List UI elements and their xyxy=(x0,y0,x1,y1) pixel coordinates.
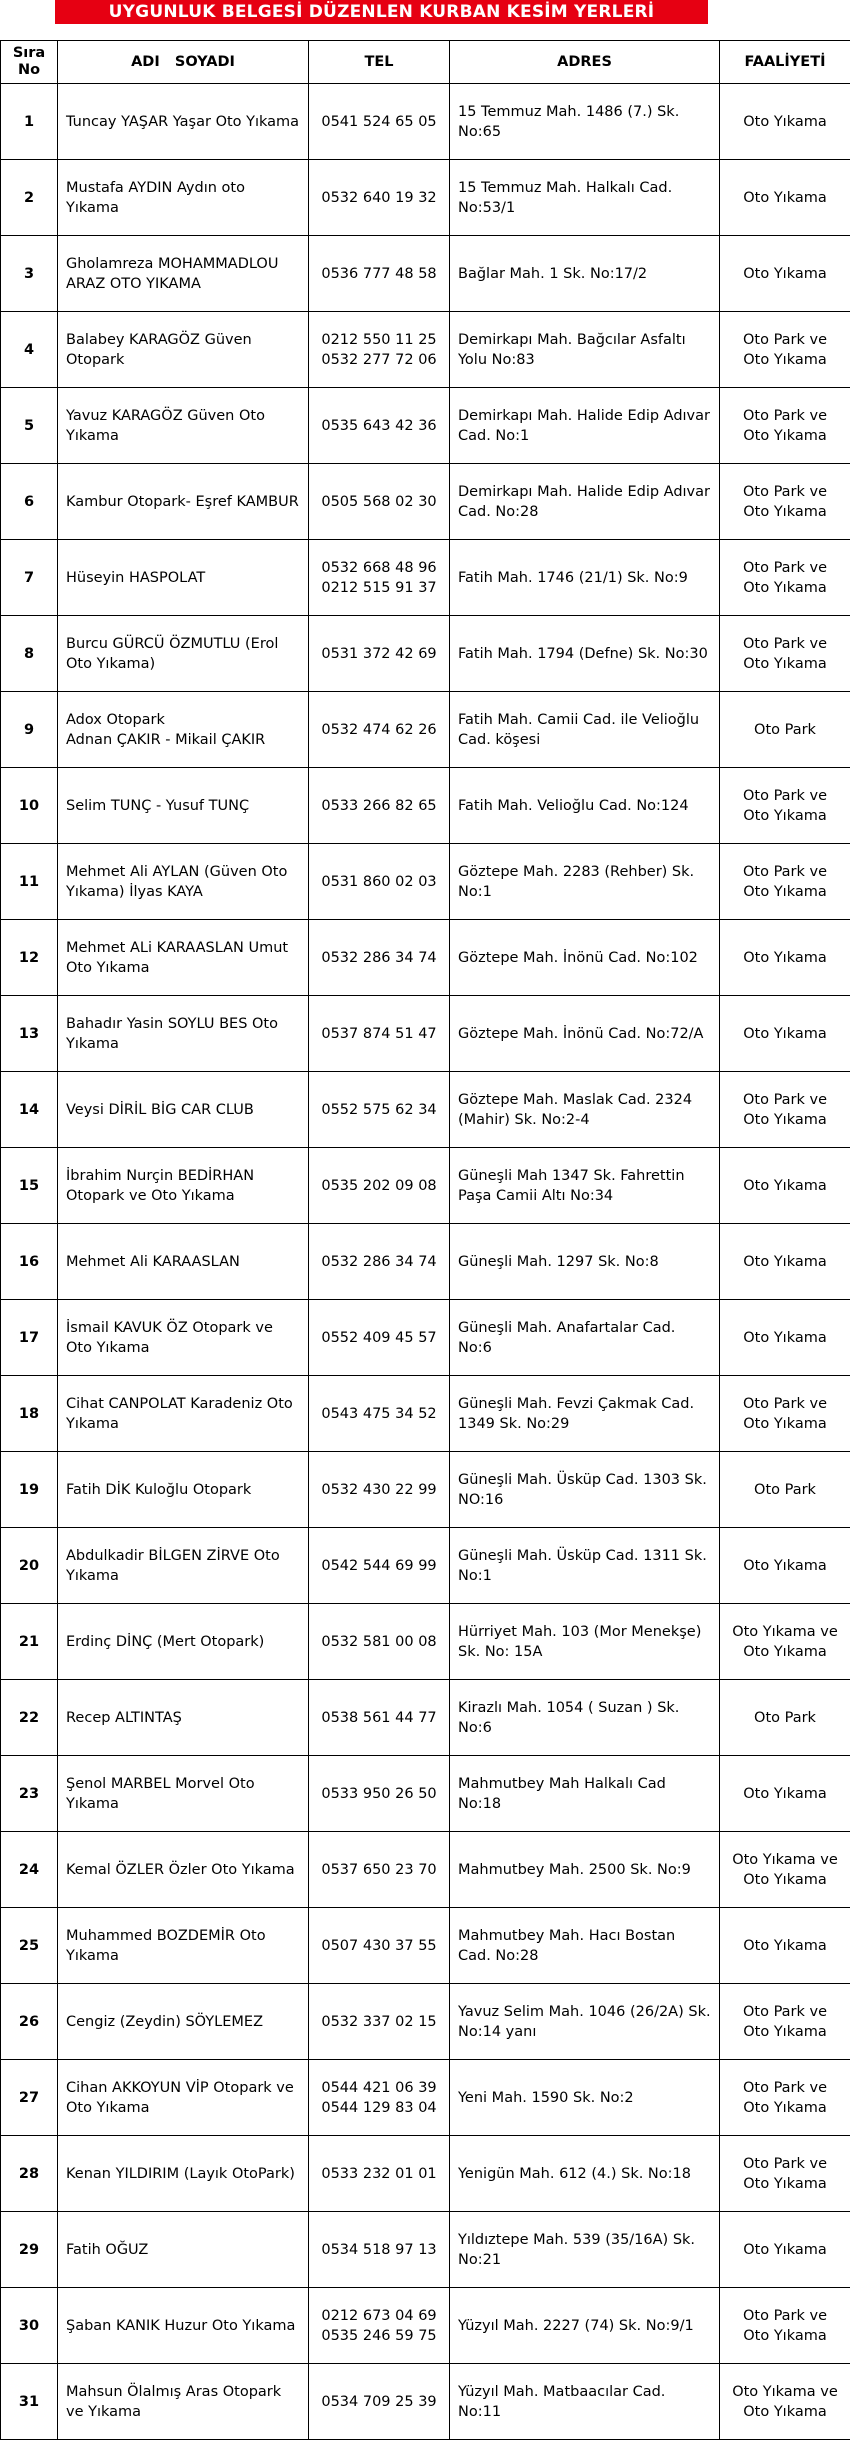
row-name: Şaban KANIK Huzur Oto Yıkama xyxy=(58,2288,309,2364)
row-address: Göztepe Mah. İnönü Cad. No:102 xyxy=(450,920,720,996)
slaughter-locations-table xyxy=(0,40,850,2440)
row-address: Fatih Mah. 1746 (21/1) Sk. No:9 xyxy=(450,540,720,616)
row-number: 18 xyxy=(1,1376,58,1452)
table-row xyxy=(1,1756,850,1832)
row-number: 7 xyxy=(1,540,58,616)
row-activity: Oto Park ve Oto Yıkama xyxy=(720,464,850,540)
table-row xyxy=(1,1832,850,1908)
row-phone xyxy=(309,1604,450,1680)
row-address: 15 Temmuz Mah. 1486 (7.) Sk. No:65 xyxy=(450,84,720,160)
row-phone xyxy=(309,616,450,692)
row-name: Balabey KARAGÖZ Güven Otopark xyxy=(58,312,309,388)
row-phone-primary: 0542 544 69 99 xyxy=(321,1557,437,1574)
row-address: Göztepe Mah. Maslak Cad. 2324 (Mahir) Sk. No:2-4 xyxy=(450,1072,720,1148)
column-header-no-line1: Sıra xyxy=(12,45,46,61)
row-phone-primary: 0532 581 00 08 xyxy=(321,1633,437,1650)
row-name: Fatih DİK Kuloğlu Otopark xyxy=(58,1452,309,1528)
table-row xyxy=(1,2364,850,2440)
row-phone-primary: 0531 372 42 69 xyxy=(321,645,437,662)
row-phone-primary: 0535 202 09 08 xyxy=(321,1177,437,1194)
row-name: Mehmet Ali KARAASLAN xyxy=(58,1224,309,1300)
row-address: Güneşli Mah. Üsküp Cad. 1311 Sk. No:1 xyxy=(450,1528,720,1604)
row-phone-secondary: 0535 246 59 75 xyxy=(321,2327,437,2344)
row-activity: Oto Yıkama ve Oto Yıkama xyxy=(720,1832,850,1908)
row-activity: Oto Yıkama ve Oto Yıkama xyxy=(720,2364,850,2440)
row-address: Yüzyıl Mah. Matbaacılar Cad. No:11 xyxy=(450,2364,720,2440)
row-number: 29 xyxy=(1,2212,58,2288)
row-phone xyxy=(309,84,450,160)
column-header-no xyxy=(1,41,58,84)
row-name: Veysi DİRİL BİG CAR CLUB xyxy=(58,1072,309,1148)
table-row xyxy=(1,1300,850,1376)
row-phone xyxy=(309,540,450,616)
row-activity: Oto Park xyxy=(720,1680,850,1756)
row-number: 22 xyxy=(1,1680,58,1756)
table-row xyxy=(1,1072,850,1148)
table-row xyxy=(1,920,850,996)
row-name: Cihat CANPOLAT Karadeniz Oto Yıkama xyxy=(58,1376,309,1452)
table-row xyxy=(1,84,850,160)
row-number: 1 xyxy=(1,84,58,160)
row-address: Fatih Mah. Camii Cad. ile Velioğlu Cad. köşesi xyxy=(450,692,720,768)
row-address: Güneşli Mah. Fevzi Çakmak Cad. 1349 Sk. No:29 xyxy=(450,1376,720,1452)
row-address: 15 Temmuz Mah. Halkalı Cad. No:53/1 xyxy=(450,160,720,236)
row-name: Yavuz KARAGÖZ Güven Oto Yıkama xyxy=(58,388,309,464)
row-address: Güneşli Mah. Üsküp Cad. 1303 Sk. NO:16 xyxy=(450,1452,720,1528)
table-row xyxy=(1,540,850,616)
row-number: 5 xyxy=(1,388,58,464)
row-phone-primary: 0532 668 48 96 xyxy=(321,559,437,576)
row-activity: Oto Park ve Oto Yıkama xyxy=(720,1984,850,2060)
row-activity: Oto Park xyxy=(720,692,850,768)
row-phone xyxy=(309,844,450,920)
column-header-name: ADI SOYADI xyxy=(58,41,309,84)
row-phone-primary: 0531 860 02 03 xyxy=(321,873,437,890)
row-name: Fatih OĞUZ xyxy=(58,2212,309,2288)
table-row xyxy=(1,1680,850,1756)
row-activity: Oto Yıkama xyxy=(720,1148,850,1224)
row-phone-primary: 0532 474 62 26 xyxy=(321,721,437,738)
row-address: Fatih Mah. 1794 (Defne) Sk. No:30 xyxy=(450,616,720,692)
table-row xyxy=(1,996,850,1072)
row-phone-primary: 0543 475 34 52 xyxy=(321,1405,437,1422)
row-address: Yavuz Selim Mah. 1046 (26/2A) Sk. No:14 yanı xyxy=(450,1984,720,2060)
row-activity: Oto Yıkama xyxy=(720,1300,850,1376)
row-activity: Oto Yıkama xyxy=(720,236,850,312)
row-number: 14 xyxy=(1,1072,58,1148)
row-activity: Oto Yıkama xyxy=(720,1908,850,1984)
row-phone-primary: 0505 568 02 30 xyxy=(321,493,437,510)
row-activity: Oto Yıkama xyxy=(720,2212,850,2288)
row-number: 30 xyxy=(1,2288,58,2364)
row-phone-primary: 0544 421 06 39 xyxy=(321,2079,437,2096)
row-activity: Oto Yıkama xyxy=(720,1224,850,1300)
row-activity: Oto Yıkama ve Oto Yıkama xyxy=(720,1604,850,1680)
row-address: Mahmutbey Mah. 2500 Sk. No:9 xyxy=(450,1832,720,1908)
row-phone-primary: 0534 518 97 13 xyxy=(321,2241,437,2258)
row-number: 11 xyxy=(1,844,58,920)
row-phone-primary: 0536 777 48 58 xyxy=(321,265,437,282)
row-phone xyxy=(309,464,450,540)
row-activity: Oto Park ve Oto Yıkama xyxy=(720,844,850,920)
table-row xyxy=(1,388,850,464)
row-name: Mustafa AYDIN Aydın oto Yıkama xyxy=(58,160,309,236)
table-row xyxy=(1,1452,850,1528)
row-activity: Oto Park ve Oto Yıkama xyxy=(720,388,850,464)
row-phone xyxy=(309,1300,450,1376)
row-number: 31 xyxy=(1,2364,58,2440)
row-phone-primary: 0532 337 02 15 xyxy=(321,2013,437,2030)
row-name: Selim TUNÇ - Yusuf TUNÇ xyxy=(58,768,309,844)
row-address: Fatih Mah. Velioğlu Cad. No:124 xyxy=(450,768,720,844)
row-number: 19 xyxy=(1,1452,58,1528)
row-name: Gholamreza MOHAMMADLOU ARAZ OTO YIKAMA xyxy=(58,236,309,312)
table-row xyxy=(1,1984,850,2060)
row-address: Yıldıztepe Mah. 539 (35/16A) Sk. No:21 xyxy=(450,2212,720,2288)
row-address: Bağlar Mah. 1 Sk. No:17/2 xyxy=(450,236,720,312)
row-number: 24 xyxy=(1,1832,58,1908)
row-phone-primary: 0533 266 82 65 xyxy=(321,797,437,814)
row-activity: Oto Park ve Oto Yıkama xyxy=(720,768,850,844)
row-name: Erdinç DİNÇ (Mert Otopark) xyxy=(58,1604,309,1680)
row-phone xyxy=(309,236,450,312)
table-row xyxy=(1,464,850,540)
table-row xyxy=(1,692,850,768)
column-header-tel: TEL xyxy=(309,41,450,84)
column-header-address: ADRES xyxy=(450,41,720,84)
row-activity: Oto Yıkama xyxy=(720,1756,850,1832)
row-name: Şenol MARBEL Morvel Oto Yıkama xyxy=(58,1756,309,1832)
row-address: Yenigün Mah. 612 (4.) Sk. No:18 xyxy=(450,2136,720,2212)
row-activity: Oto Yıkama xyxy=(720,996,850,1072)
page-title: UYGUNLUK BELGESİ DÜZENLEN KURBAN KESİM YERLERİ xyxy=(55,0,708,24)
row-address: Demirkapı Mah. Halide Edip Adıvar Cad. No:1 xyxy=(450,388,720,464)
row-activity: Oto Park ve Oto Yıkama xyxy=(720,312,850,388)
row-activity: Oto Yıkama xyxy=(720,1528,850,1604)
row-number: 21 xyxy=(1,1604,58,1680)
row-name: Kenan YILDIRIM (Layık OtoPark) xyxy=(58,2136,309,2212)
row-phone-primary: 0212 550 11 25 xyxy=(321,331,437,348)
table-header-row xyxy=(1,41,850,84)
table-row xyxy=(1,616,850,692)
row-number: 4 xyxy=(1,312,58,388)
row-number: 6 xyxy=(1,464,58,540)
row-activity: Oto Park ve Oto Yıkama xyxy=(720,1072,850,1148)
row-phone-primary: 0532 286 34 74 xyxy=(321,949,437,966)
row-address: Demirkapı Mah. Bağcılar Asfaltı Yolu No:83 xyxy=(450,312,720,388)
row-phone xyxy=(309,996,450,1072)
table-row xyxy=(1,1224,850,1300)
row-address: Yeni Mah. 1590 Sk. No:2 xyxy=(450,2060,720,2136)
row-name: Hüseyin HASPOLAT xyxy=(58,540,309,616)
row-address: Yüzyıl Mah. 2227 (74) Sk. No:9/1 xyxy=(450,2288,720,2364)
row-name: Tuncay YAŞAR Yaşar Oto Yıkama xyxy=(58,84,309,160)
row-phone xyxy=(309,1528,450,1604)
row-name: Muhammed BOZDEMİR Oto Yıkama xyxy=(58,1908,309,1984)
row-activity: Oto Park ve Oto Yıkama xyxy=(720,2060,850,2136)
row-phone xyxy=(309,160,450,236)
row-number: 16 xyxy=(1,1224,58,1300)
table-row xyxy=(1,2212,850,2288)
row-phone-primary: 0541 524 65 05 xyxy=(321,113,437,130)
row-phone xyxy=(309,768,450,844)
row-name: Mahsun Ölalmış Aras Otopark ve Yıkama xyxy=(58,2364,309,2440)
row-phone xyxy=(309,2288,450,2364)
row-phone xyxy=(309,1452,450,1528)
row-activity: Oto Park xyxy=(720,1452,850,1528)
row-phone xyxy=(309,2136,450,2212)
row-number: 28 xyxy=(1,2136,58,2212)
row-number: 12 xyxy=(1,920,58,996)
row-phone-primary: 0212 673 04 69 xyxy=(321,2307,437,2324)
table-row xyxy=(1,1908,850,1984)
row-name: Adox Otopark Adnan ÇAKIR - Mikail ÇAKIR xyxy=(58,692,309,768)
row-phone-primary: 0538 561 44 77 xyxy=(321,1709,437,1726)
table-row xyxy=(1,1528,850,1604)
row-name: Mehmet Ali AYLAN (Güven Oto Yıkama) İlyas KAYA xyxy=(58,844,309,920)
row-name: Cengiz (Zeydin) SÖYLEMEZ xyxy=(58,1984,309,2060)
row-activity: Oto Park ve Oto Yıkama xyxy=(720,616,850,692)
column-header-no-line2: No xyxy=(17,62,41,78)
table-row xyxy=(1,1604,850,1680)
row-number: 20 xyxy=(1,1528,58,1604)
row-name: Abdulkadir BİLGEN ZİRVE Oto Yıkama xyxy=(58,1528,309,1604)
row-activity: Oto Park ve Oto Yıkama xyxy=(720,2136,850,2212)
row-number: 10 xyxy=(1,768,58,844)
row-activity: Oto Yıkama xyxy=(720,84,850,160)
row-name: Bahadır Yasin SOYLU BES Oto Yıkama xyxy=(58,996,309,1072)
row-phone xyxy=(309,1832,450,1908)
table-row xyxy=(1,1376,850,1452)
row-phone-secondary: 0532 277 72 06 xyxy=(321,351,437,368)
row-name: İbrahim Nurçin BEDİRHAN Otopark ve Oto Yıkama xyxy=(58,1148,309,1224)
row-name: İsmail KAVUK ÖZ Otopark ve Oto Yıkama xyxy=(58,1300,309,1376)
row-name: Recep ALTINTAŞ xyxy=(58,1680,309,1756)
row-phone xyxy=(309,2212,450,2288)
row-phone-primary: 0534 709 25 39 xyxy=(321,2393,437,2410)
row-activity: Oto Park ve Oto Yıkama xyxy=(720,540,850,616)
row-activity: Oto Park ve Oto Yıkama xyxy=(720,2288,850,2364)
row-address: Hürriyet Mah. 103 (Mor Menekşe) Sk. No: 15A xyxy=(450,1604,720,1680)
table-row xyxy=(1,2136,850,2212)
row-number: 3 xyxy=(1,236,58,312)
row-address: Mahmutbey Mah. Hacı Bostan Cad. No:28 xyxy=(450,1908,720,1984)
row-activity: Oto Yıkama xyxy=(720,920,850,996)
row-number: 9 xyxy=(1,692,58,768)
table-row xyxy=(1,2060,850,2136)
row-address: Kirazlı Mah. 1054 ( Suzan ) Sk. No:6 xyxy=(450,1680,720,1756)
row-phone-primary: 0533 232 01 01 xyxy=(321,2165,437,2182)
row-name: Cihan AKKOYUN VİP Otopark ve Oto Yıkama xyxy=(58,2060,309,2136)
row-number: 27 xyxy=(1,2060,58,2136)
table-row xyxy=(1,312,850,388)
row-address: Güneşli Mah. 1297 Sk. No:8 xyxy=(450,1224,720,1300)
row-phone xyxy=(309,2060,450,2136)
row-address: Göztepe Mah. 2283 (Rehber) Sk. No:1 xyxy=(450,844,720,920)
row-address: Güneşli Mah 1347 Sk. Fahrettin Paşa Camii Altı No:34 xyxy=(450,1148,720,1224)
row-phone xyxy=(309,1756,450,1832)
row-phone xyxy=(309,920,450,996)
row-phone-primary: 0535 643 42 36 xyxy=(321,417,437,434)
row-number: 2 xyxy=(1,160,58,236)
row-number: 15 xyxy=(1,1148,58,1224)
row-phone-primary: 0532 640 19 32 xyxy=(321,189,437,206)
row-number: 13 xyxy=(1,996,58,1072)
row-phone xyxy=(309,692,450,768)
row-phone-primary: 0552 409 45 57 xyxy=(321,1329,437,1346)
row-phone-primary: 0532 430 22 99 xyxy=(321,1481,437,1498)
table-row xyxy=(1,160,850,236)
row-phone-secondary: 0544 129 83 04 xyxy=(321,2099,437,2116)
row-number: 25 xyxy=(1,1908,58,1984)
row-phone xyxy=(309,1680,450,1756)
row-phone xyxy=(309,2364,450,2440)
row-phone xyxy=(309,1072,450,1148)
column-header-activity: FAALİYETİ xyxy=(720,41,850,84)
row-address: Güneşli Mah. Anafartalar Cad. No:6 xyxy=(450,1300,720,1376)
row-phone-primary: 0507 430 37 55 xyxy=(321,1937,437,1954)
table-row xyxy=(1,768,850,844)
row-number: 8 xyxy=(1,616,58,692)
row-number: 17 xyxy=(1,1300,58,1376)
row-name: Kemal ÖZLER Özler Oto Yıkama xyxy=(58,1832,309,1908)
row-phone xyxy=(309,312,450,388)
table-row xyxy=(1,844,850,920)
row-address: Mahmutbey Mah Halkalı Cad No:18 xyxy=(450,1756,720,1832)
table-row xyxy=(1,2288,850,2364)
table-row xyxy=(1,1148,850,1224)
row-phone xyxy=(309,1984,450,2060)
row-phone-primary: 0537 650 23 70 xyxy=(321,1861,437,1878)
row-activity: Oto Yıkama xyxy=(720,160,850,236)
row-address: Demirkapı Mah. Halide Edip Adıvar Cad. No:28 xyxy=(450,464,720,540)
row-number: 23 xyxy=(1,1756,58,1832)
row-phone xyxy=(309,388,450,464)
row-name: Burcu GÜRCÜ ÖZMUTLU (Erol Oto Yıkama) xyxy=(58,616,309,692)
row-phone xyxy=(309,1224,450,1300)
row-phone-primary: 0537 874 51 47 xyxy=(321,1025,437,1042)
table-body xyxy=(1,84,850,2440)
row-activity: Oto Park ve Oto Yıkama xyxy=(720,1376,850,1452)
row-phone xyxy=(309,1148,450,1224)
row-phone xyxy=(309,1908,450,1984)
row-number: 26 xyxy=(1,1984,58,2060)
row-phone-primary: 0533 950 26 50 xyxy=(321,1785,437,1802)
row-phone-secondary: 0212 515 91 37 xyxy=(321,579,437,596)
row-address: Göztepe Mah. İnönü Cad. No:72/A xyxy=(450,996,720,1072)
row-phone-primary: 0552 575 62 34 xyxy=(321,1101,437,1118)
row-name: Mehmet ALi KARAASLAN Umut Oto Yıkama xyxy=(58,920,309,996)
table-row xyxy=(1,236,850,312)
row-phone-primary: 0532 286 34 74 xyxy=(321,1253,437,1270)
row-name: Kambur Otopark- Eşref KAMBUR xyxy=(58,464,309,540)
row-phone xyxy=(309,1376,450,1452)
